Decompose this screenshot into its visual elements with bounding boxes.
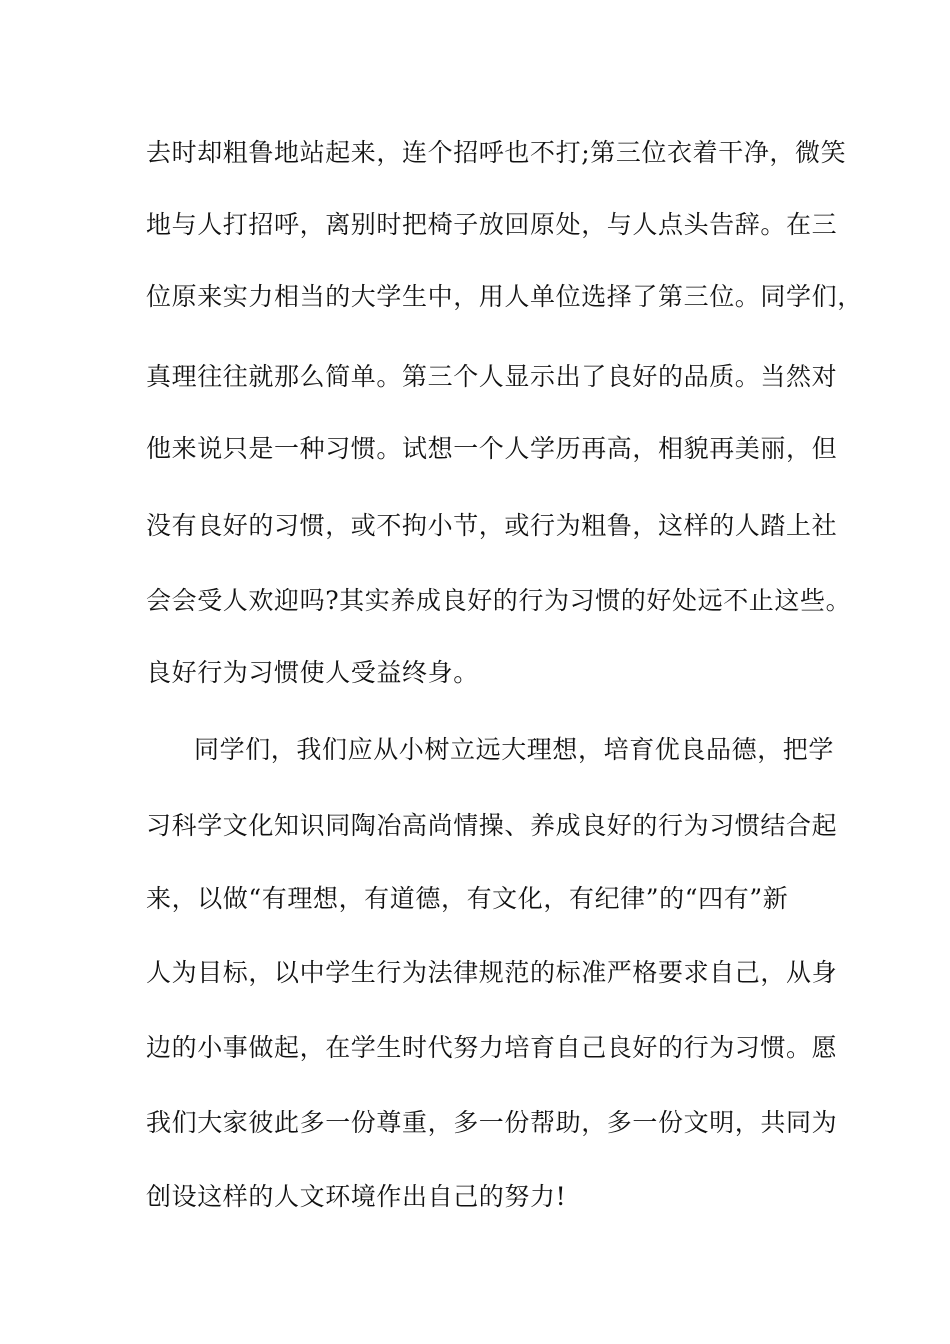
text-line: 会会受人欢迎吗?其实养成良好的行为习惯的好处远不止这些。 <box>146 586 852 615</box>
text-line: 去时却粗鲁地站起来，连个招呼也不打;第三位衣着干净，微笑 <box>146 138 847 167</box>
text-line: 人为目标，以中学生行为法律规范的标准严格要求自己，从身 <box>146 958 838 987</box>
text-line: 边的小事做起，在学生时代努力培育自己良好的行为习惯。愿 <box>146 1033 838 1062</box>
text-line: 习科学文化知识同陶冶高尚情操、养成良好的行为习惯结合起 <box>146 811 838 840</box>
text-line: 没有良好的习惯，或不拘小节，或行为粗鲁，这样的人踏上社 <box>146 511 838 540</box>
text-line: 创设这样的人文环境作出自己的努力! <box>146 1182 567 1211</box>
text-line: 他来说只是一种习惯。试想一个人学历再高，相貌再美丽，但 <box>146 434 838 463</box>
text-line: 地与人打招呼，离别时把椅子放回原处，与人点头告辞。在三 <box>146 210 838 239</box>
text-line: 良好行为习惯使人受益终身。 <box>146 658 479 687</box>
text-line: 来，以做“有理想，有道德，有文化，有纪律”的“四有”新 <box>146 884 789 913</box>
text-line: 真理往往就那么简单。第三个人显示出了良好的品质。当然对 <box>146 362 838 391</box>
text-line: 位原来实力相当的大学生中，用人单位选择了第三位。同学们， <box>146 282 863 311</box>
text-line: 我们大家彼此多一份尊重，多一份帮助，多一份文明，共同为 <box>146 1108 838 1137</box>
paragraph-first-line: 同学们，我们应从小树立远大理想，培育优良品德，把学 <box>194 735 835 764</box>
